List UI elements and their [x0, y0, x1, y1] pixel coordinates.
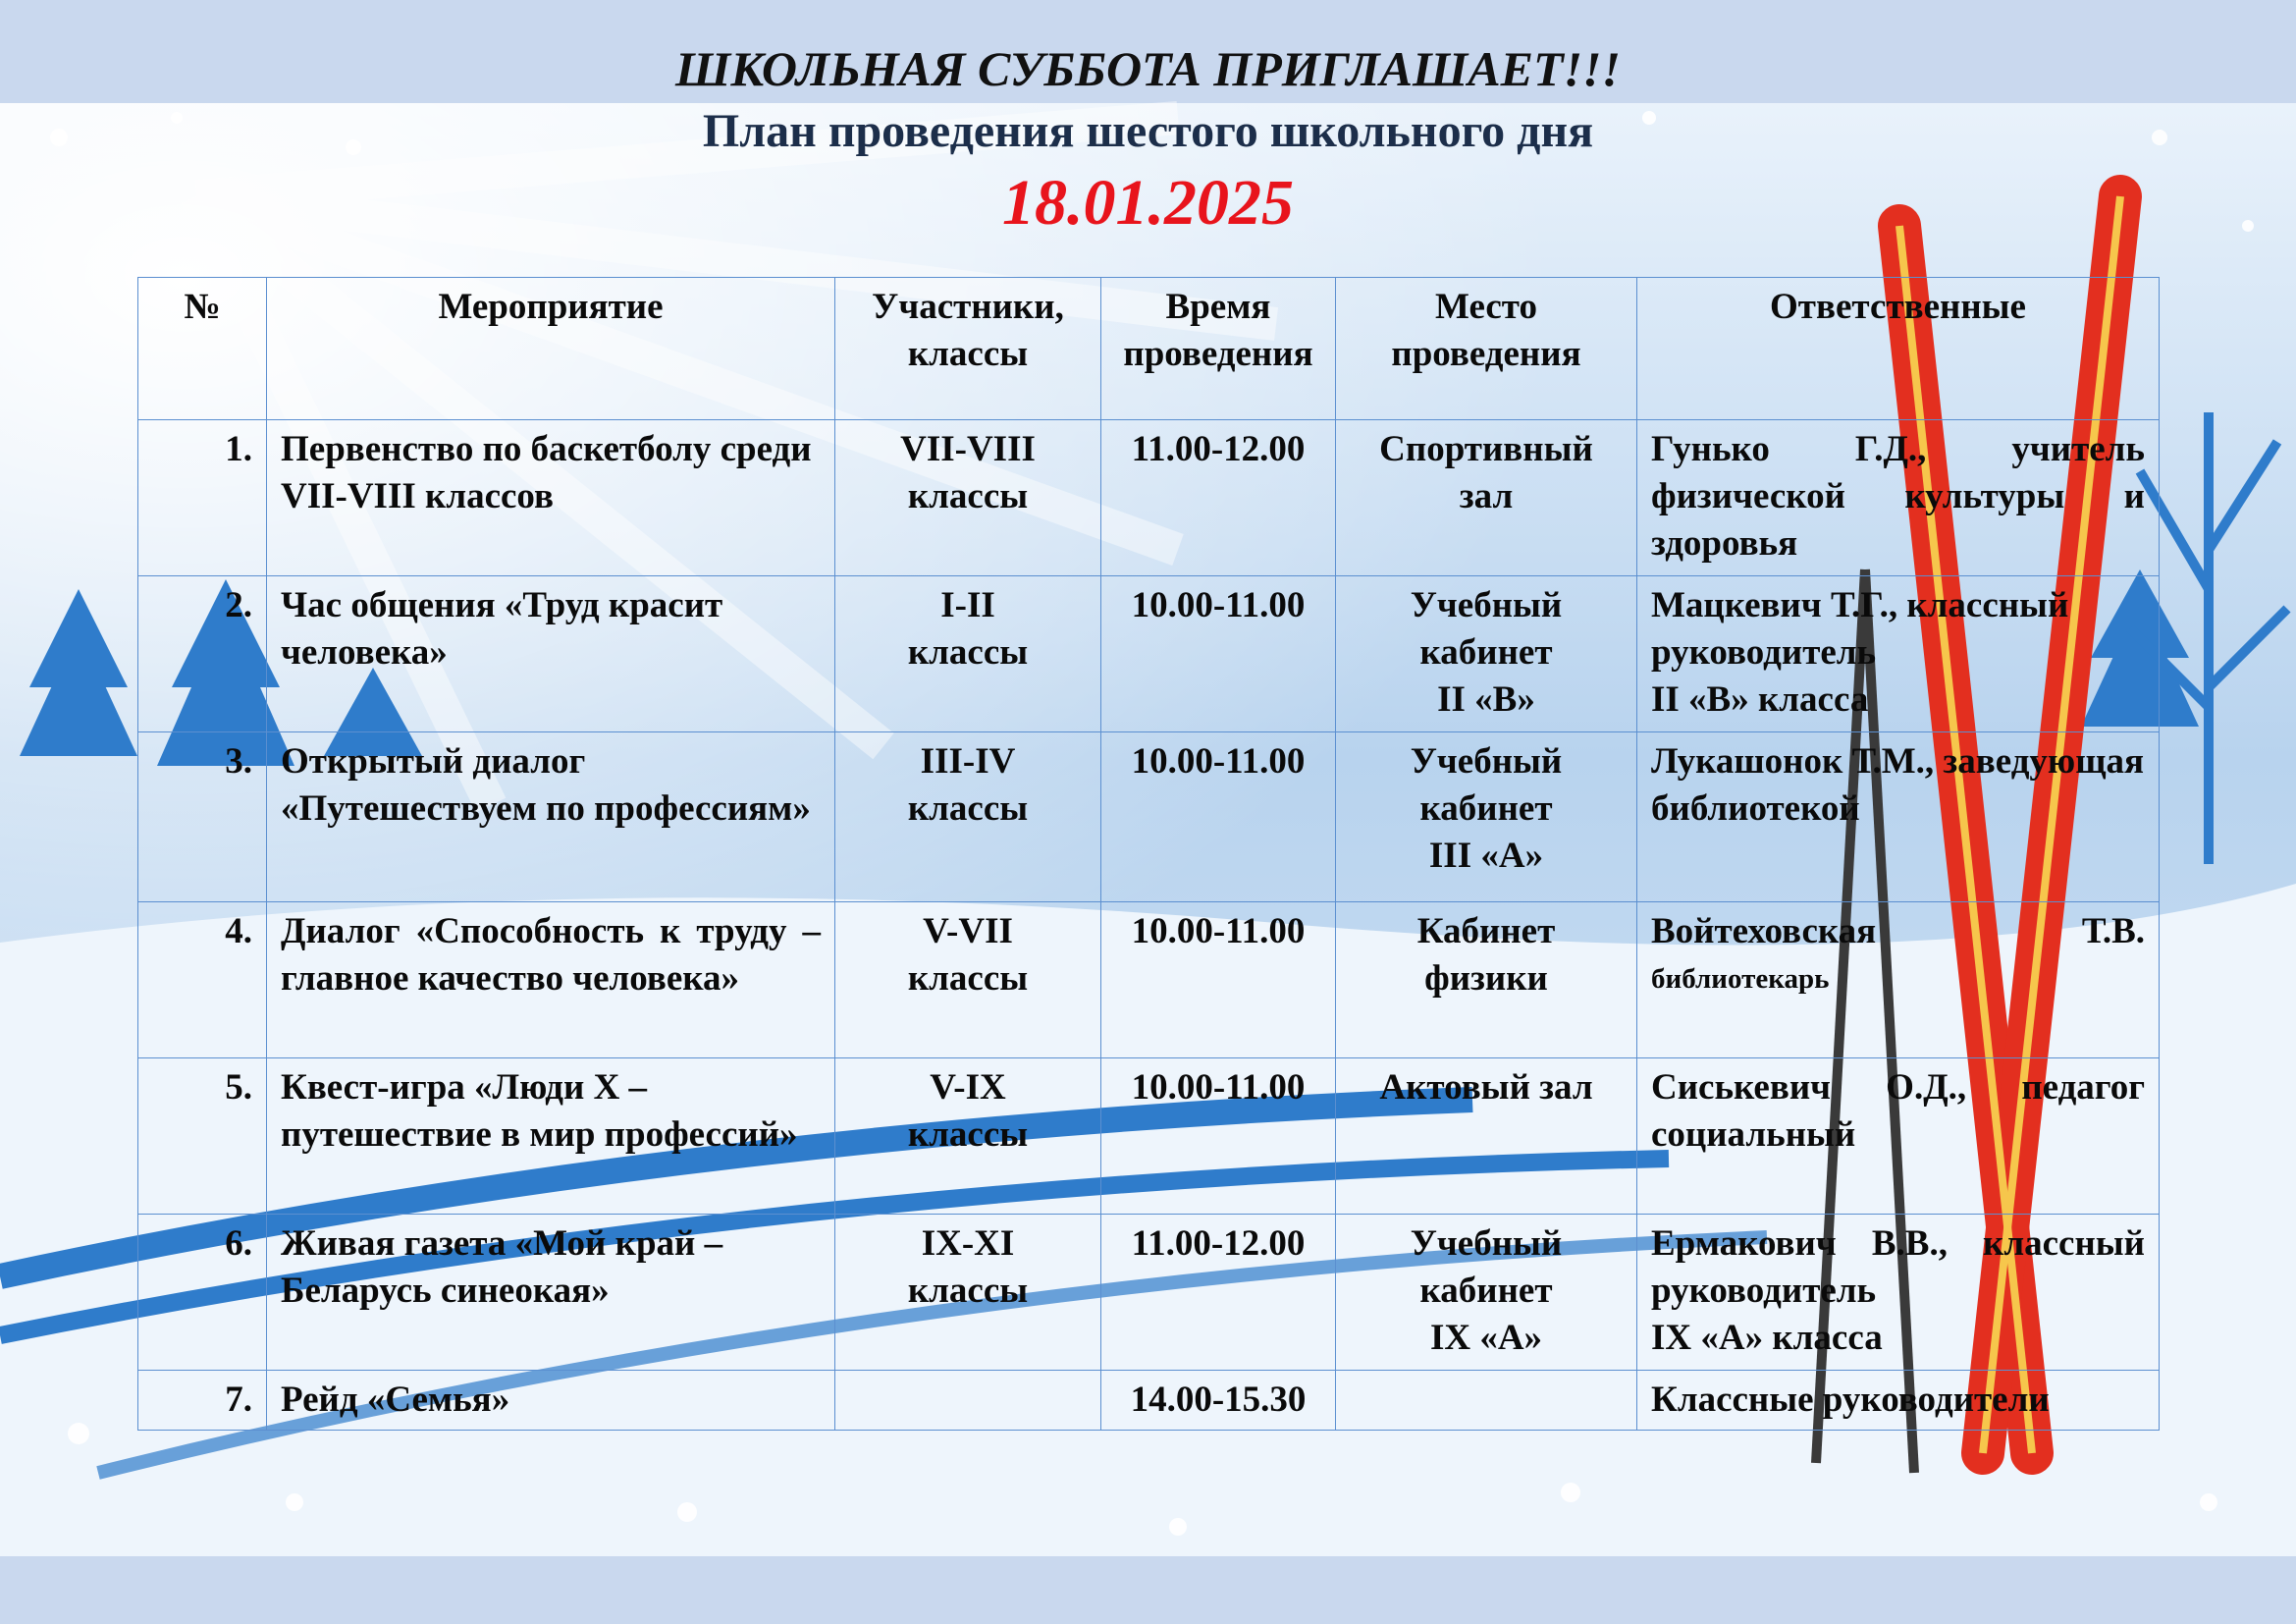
responsible: Гунько Г.Д., учитель физической культуры и здоровья	[1637, 420, 2160, 576]
responsible: Сиськевич О.Д., педагог социальный	[1637, 1058, 2160, 1215]
table-header-row	[138, 278, 2160, 420]
participants	[835, 1371, 1101, 1431]
event-date: 18.01.2025	[1002, 167, 1294, 239]
table-row	[138, 902, 2160, 1058]
responsible: Классные руководители	[1637, 1371, 2160, 1431]
event-time: 14.00-15.30	[1101, 1371, 1336, 1431]
event-time: 10.00-11.00	[1101, 732, 1336, 902]
row-number: 3.	[138, 732, 267, 902]
row-number: 5.	[138, 1058, 267, 1215]
col-event-header: Мероприятие	[267, 278, 835, 420]
row-number: 2.	[138, 576, 267, 732]
event-place: Учебный кабинет IX «А»	[1336, 1215, 1637, 1371]
participants: IX-XI классы	[835, 1215, 1101, 1371]
event-name: Открытый диалог «Путешествуем по профессиям»	[267, 732, 835, 902]
row-number: 7.	[138, 1371, 267, 1431]
event-name: Первенство по баскетболу среди VII-VIII классов	[267, 420, 835, 576]
event-name: Рейд «Семья»	[267, 1371, 835, 1431]
row-number: 6.	[138, 1215, 267, 1371]
event-name: Квест-игра «Люди Х – путешествие в мир профессий»	[267, 1058, 835, 1215]
responsible: Ермакович В.В., классный руководитель IX «А» класса	[1637, 1215, 2160, 1371]
event-time: 10.00-11.00	[1101, 1058, 1336, 1215]
responsible: Лукашонок Т.М., заведующая библиотекой	[1637, 732, 2160, 902]
document-header	[0, 37, 2296, 244]
table-row	[138, 1371, 2160, 1431]
schedule-table	[137, 277, 2160, 1431]
col-place-header: Место проведения	[1336, 278, 1637, 420]
col-time-header: Время проведения	[1101, 278, 1336, 420]
col-participants-header: Участники, классы	[835, 278, 1101, 420]
table-row	[138, 1058, 2160, 1215]
event-name: Диалог «Способность к труду – главное качество человека»	[267, 902, 835, 1058]
table-row	[138, 576, 2160, 732]
participants: I-II классы	[835, 576, 1101, 732]
event-place: Кабинет физики	[1336, 902, 1637, 1058]
event-name: Час общения «Труд красит человека»	[267, 576, 835, 732]
row-number: 1.	[138, 420, 267, 576]
event-time: 10.00-11.00	[1101, 902, 1336, 1058]
event-place: Учебный кабинет II «В»	[1336, 576, 1637, 732]
event-place	[1336, 1371, 1637, 1431]
event-time: 11.00-12.00	[1101, 420, 1336, 576]
event-time: 10.00-11.00	[1101, 576, 1336, 732]
event-place: Актовый зал	[1336, 1058, 1637, 1215]
table-row	[138, 1215, 2160, 1371]
participants: V-VII классы	[835, 902, 1101, 1058]
table-row	[138, 732, 2160, 902]
plan-title: План проведения шестого школьного дня	[702, 105, 1594, 157]
event-name: Живая газета «Мой край – Беларусь синеокая»	[267, 1215, 835, 1371]
participants: V-IX классы	[835, 1058, 1101, 1215]
table-row	[138, 420, 2160, 576]
col-responsible-header: Ответственные	[1637, 278, 2160, 420]
participants: III-IV классы	[835, 732, 1101, 902]
responsible: Мацкевич Т.Г., классный руководитель II «В» класса	[1637, 576, 2160, 732]
participants: VII-VIII классы	[835, 420, 1101, 576]
responsible: Войтеховская Т.В. библиотекарь	[1637, 902, 2160, 1058]
event-time: 11.00-12.00	[1101, 1215, 1336, 1371]
row-number: 4.	[138, 902, 267, 1058]
invitation-title: ШКОЛЬНАЯ СУББОТА ПРИГЛАШАЕТ!!!	[675, 41, 1621, 96]
event-place: Учебный кабинет III «А»	[1336, 732, 1637, 902]
event-place: Спортивный зал	[1336, 420, 1637, 576]
col-number-header: №	[138, 278, 267, 420]
